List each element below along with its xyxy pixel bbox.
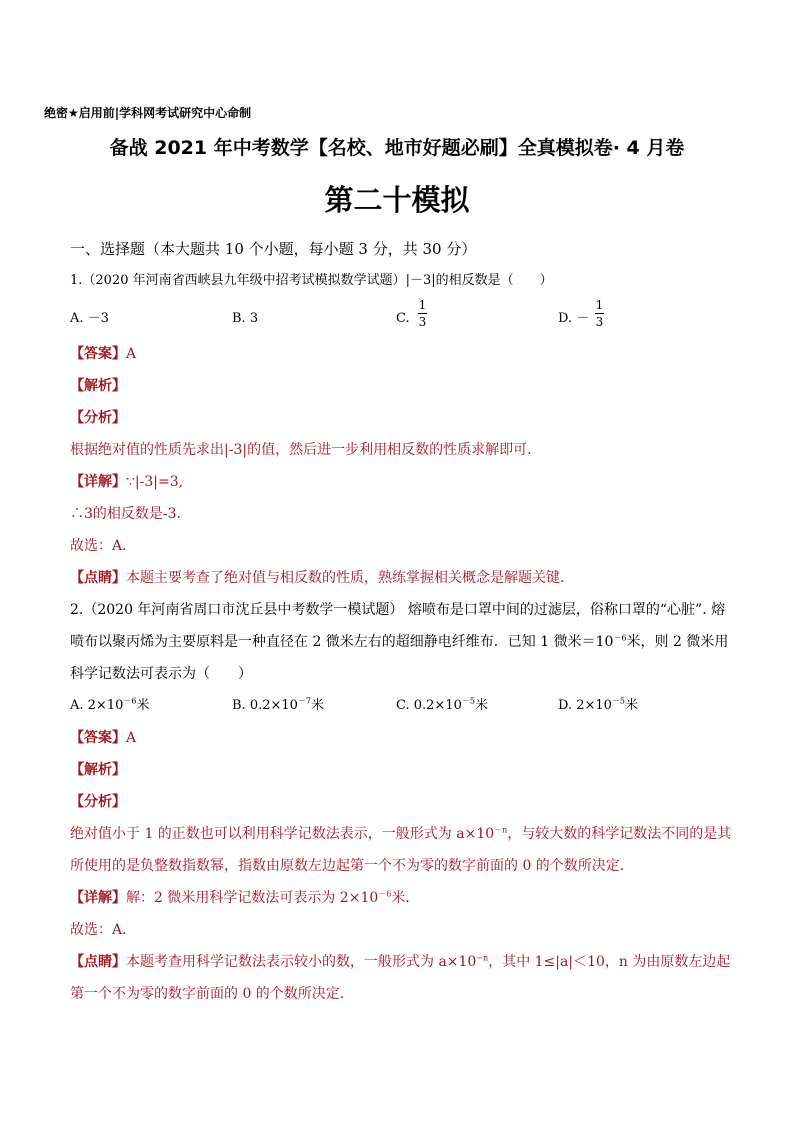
fraction-denominator: 3	[595, 315, 604, 329]
q1-option-a: A. －3	[70, 311, 109, 326]
answer-tag: 【答案】	[70, 730, 126, 746]
option-base: A. 2×10	[70, 698, 124, 713]
fenxi-exponent: －n	[494, 825, 508, 835]
point-tag: 【点睛】	[70, 570, 126, 586]
q2-stem-exponent: －6	[613, 633, 627, 643]
point-tag: 【点睛】	[70, 954, 126, 970]
q2-stem-text: 喷布以聚丙烯为主要原料是一种直径在 2 微米左右的超细静电纤维布．已知 1 微米＝10	[70, 634, 614, 650]
q1-detail-2: ∴3的相反数是-3.	[70, 506, 181, 522]
option-exponent: －5	[461, 696, 475, 706]
q2-stem-text: 米，则 2 微米用	[626, 634, 729, 650]
q1-option-d-prefix: D. －	[558, 311, 590, 326]
option-unit: 米	[474, 698, 488, 713]
fenxi-text: 绝对值小于 1 的正数也可以利用科学记数法表示，一般形式为 a×10	[70, 826, 495, 842]
series-title: 备战 2021 年中考数学【名校、地市好题必刷】全真模拟卷· 4 月卷	[109, 137, 685, 159]
q1-analysis-tag: 【解析】	[70, 378, 126, 394]
q2-fenxi-tag: 【分析】	[70, 794, 126, 810]
detail-tag: 【详解】	[70, 890, 126, 906]
option-base: D. 2×10	[558, 698, 612, 713]
page-title: 第二十模拟	[324, 183, 470, 217]
q1-option-d-fraction	[595, 298, 604, 329]
fraction-denominator: 3	[418, 315, 427, 329]
q1-choose: 故选：A.	[70, 538, 127, 554]
answer-value: A	[126, 346, 137, 362]
option-exponent: －6	[123, 696, 137, 706]
q2-stem-line-1: 2.（2020 年河南省周口市沈丘县中考数学一模试题） 熔喷布是口罩中间的过滤层，俗称口罩的“心脏”. 熔	[70, 602, 726, 618]
q1-option-c-prefix: C.	[396, 311, 410, 326]
option-base: C. 0.2×10	[396, 698, 462, 713]
q2-option-a	[70, 697, 149, 715]
fraction-numerator: 1	[595, 298, 604, 312]
q2-point-line-1	[70, 953, 730, 971]
option-exponent: －7	[297, 696, 312, 706]
fraction-numerator: 1	[418, 298, 427, 312]
detail-exponent: －6	[378, 889, 392, 899]
option-unit: 米	[136, 698, 150, 713]
option-base: B. 0.2×10	[232, 698, 298, 713]
point-text: ，其中 1≤|a|＜10，n 为由原数左边起	[488, 954, 731, 970]
fraction-bar	[418, 313, 427, 314]
q1-answer	[70, 345, 136, 363]
q1-fenxi-text: 根据绝对值的性质先求出|-3|的值，然后进一步利用相反数的性质求解即可.	[70, 442, 532, 458]
q2-answer	[70, 729, 136, 747]
confidential-header: 绝密★启用前|学科网考试研究中心命制	[44, 106, 252, 120]
answer-value: A	[126, 730, 137, 746]
fraction-bar	[595, 313, 604, 314]
q1-detail	[70, 473, 183, 491]
q2-analysis-tag: 【解析】	[70, 762, 126, 778]
section-heading: 一、选择题（本大题共 10 个小题，每小题 3 分，共 30 分）	[70, 240, 477, 258]
q2-stem-line-2	[70, 633, 728, 651]
q1-option-b: B. 3	[232, 311, 259, 326]
q2-option-b	[232, 697, 324, 715]
q2-fenxi-line-1	[70, 825, 731, 843]
option-unit: 米	[311, 698, 325, 713]
detail-text: ∵|-3|=3,	[126, 474, 184, 490]
q1-stem: 1.（2020 年河南省西峡县九年级中招考试模拟数学试题）|－3|的相反数是（ ）	[70, 273, 553, 288]
point-text: 本题考查用科学记数法表示较小的数，一般形式为 a×10	[126, 954, 477, 970]
q2-stem-line-3: 科学记数法可表示为（ ）	[70, 666, 252, 682]
q1-point	[70, 569, 564, 587]
option-exponent: －5	[611, 696, 626, 706]
detail-text: 米．	[391, 890, 420, 906]
point-text: 本题主要考查了绝对值与相反数的性质，熟练掌握相关概念是解题关键.	[126, 570, 565, 586]
option-unit: 米	[625, 698, 639, 713]
q2-fenxi-line-2: 所使用的是负整数指数幂，指数由原数左边起第一个不为零的数字前面的 0 的个数所决定．	[70, 858, 634, 874]
q2-option-c	[396, 697, 488, 715]
q1-option-c-fraction	[418, 298, 427, 329]
answer-tag: 【答案】	[70, 346, 126, 362]
q1-fenxi-tag: 【分析】	[70, 410, 126, 426]
q2-choose: 故选：A．	[70, 922, 137, 938]
detail-tag: 【详解】	[70, 474, 126, 490]
q2-detail	[70, 889, 419, 907]
q2-point-line-2: 第一个不为零的数字前面的 0 的个数所决定．	[70, 986, 354, 1002]
detail-text: 解：2 微米用科学记数法可表示为 2×10	[126, 890, 379, 906]
point-exponent: −n	[476, 953, 489, 963]
q2-option-d	[558, 697, 638, 715]
fenxi-text: ，与较大数的科学记数法不同的是其	[507, 826, 732, 842]
